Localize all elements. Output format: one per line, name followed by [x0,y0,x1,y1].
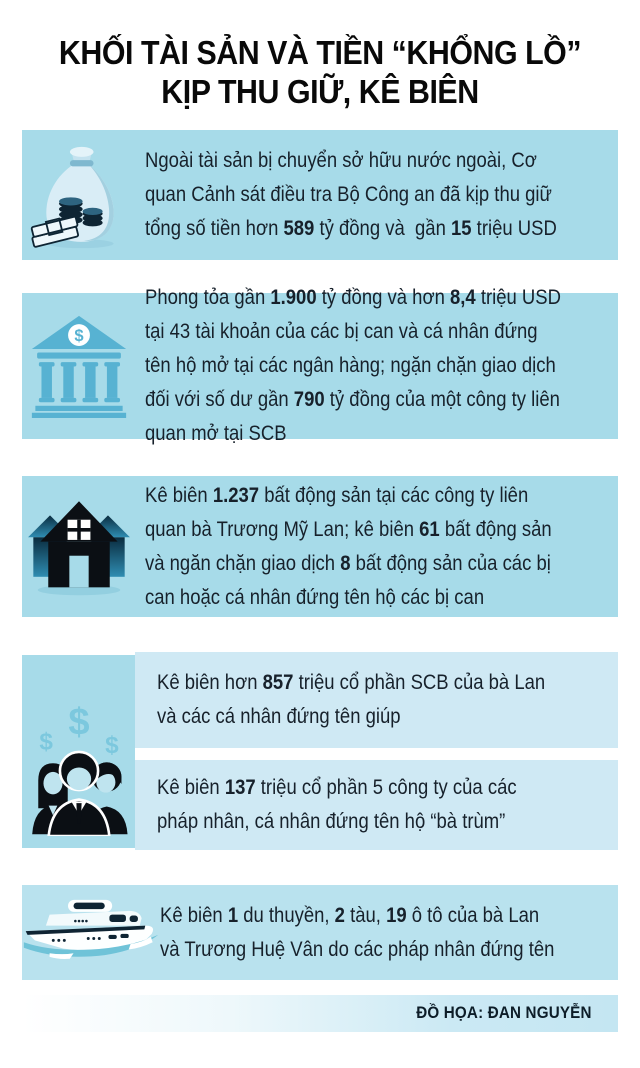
section-cash-seized-text: Ngoài tài sản bị chuyển sở hữu nước ngoài, Cơ quan Cảnh sát điều tra Bộ Công an đã kịp thu giữ tổng số tiền hơn 589 tỷ đồng và gần 15 triệu USD [145,149,558,240]
section-real-estate [22,476,618,617]
panel-company-shares [135,760,618,850]
title-line-2: KỊP THU GIỮ, KÊ BIÊN [161,73,479,110]
section-accounts-frozen-text: Phong tỏa gần 1.900 tỷ đồng và hơn 8,4 triệu USD tại 43 tài khoản của các bị can và cá nhân đứng tên hộ mở tại các ngân hàng; ngặn chặn giao dịch đối với số dư gần 790 tỷ đồng của một công ty liên quan mở tại SCB [145,286,567,445]
section-accounts-frozen [22,286,618,445]
credit-text: ĐỒ HỌA: ĐAN NGUYỄN [416,1004,592,1022]
section-vehicles-text: Kê biên 1 du thuyền, 2 tàu, 19 ô tô của bà Lan và Trương Huệ Vân do các pháp nhân đứng tên [160,903,555,961]
yacht-icon [22,885,160,980]
dollar-glyph: $ [104,731,119,759]
title-line-1: KHỐI TÀI SẢN VÀ TIỀN “KHỔNG LỒ” [58,34,582,71]
page-title [26,33,615,111]
money-bag-icon [22,130,135,260]
house-icon [22,476,135,617]
bank-icon [22,293,135,439]
dollar-glyph: $ [73,325,84,345]
section-vehicles [22,885,618,980]
dollar-glyph: $ [38,728,53,756]
credit-bar [22,995,618,1032]
shareholders-icon [22,655,135,848]
section-shares [22,652,618,850]
section-company-shares-text: Kê biên 137 triệu cổ phần 5 công ty của các pháp nhân, cá nhân đứng tên hộ “bà trùm” [157,776,522,833]
section-scb-shares-text: Kê biên hơn 857 triệu cổ phần SCB của bà Lan và các cá nhân đứng tên giúp [157,671,551,728]
panel-scb-shares [135,652,618,748]
section-real-estate-text: Kê biên 1.237 bất động sản tại các công ty liên quan bà Trương Mỹ Lan; kê biên 61 bất động sản và ngăn chặn giao dịch 8 bất động sản của các bị can hoặc cá nhân đứng tên hộ các bị can [145,483,557,609]
dollar-glyph: $ [67,700,90,744]
section-cash-seized [22,130,618,260]
